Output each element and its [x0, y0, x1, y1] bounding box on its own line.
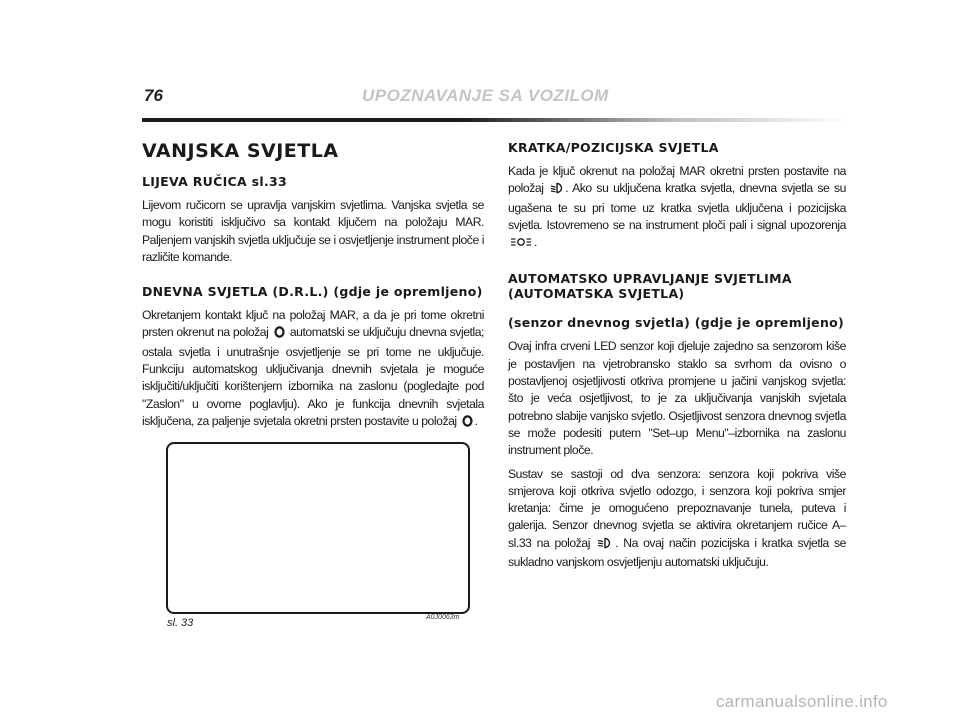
- watermark: carmanualsonline.info: [716, 692, 888, 711]
- figure-image-frame: [166, 442, 470, 614]
- auto-lights-icon: [597, 537, 613, 554]
- off-position-icon: [274, 326, 285, 343]
- drl-text-a: Okretanjem kontakt ključ na položaj MAR, a da je pri tome okretni prsten okrenut na položaj: [142, 308, 484, 340]
- low-beam-text-b: . Ako su uključena kratka svjetla, dnevna svjetla se su ugašena te su pri tome uz kratka svjetla uključena i pozicijska svjetla. Istovremeno se na instrument ploči pali i signal upozorenja: [508, 181, 847, 232]
- low-beam-heading: KRATKA/POZICIJSKA SVJETLA: [508, 140, 719, 155]
- figure-caption: sl. 33: [167, 617, 194, 629]
- drl-paragraph: [142, 307, 484, 432]
- drl-heading: DNEVNA SVJETLA (D.R.L.) (gdje je opremljeno): [142, 284, 483, 300]
- low-beam-text-a: Kada je ključ okrenut na položaj MAR okretni prsten postavite na položaj: [508, 164, 846, 196]
- section-heading: VANJSKA SVJETLA: [142, 140, 339, 162]
- drl-text-b: automatski se uključuju dnevna svjetla; ostala svjetla i unutrašnje osvjetljenje se pri tome ne uključuje. Funkciju automatskog uključivanja dnevnih svjetala je moguće isključiti/uključiti korištenjem izbornika na zaslonu (pogledajte pod "Zaslon" u ovome poglavlju). Ako je funkcija dnevnih svjetala isključena, za paljenje svjetala okretni prsten postavite u položaj: [142, 325, 484, 428]
- header-rule: [142, 118, 848, 122]
- right-column: [508, 140, 846, 571]
- running-header: UPOZNAVANJE SA VOZILOM: [362, 86, 609, 105]
- position-lights-warning-icon: [510, 236, 532, 253]
- page-number: 76: [144, 86, 163, 105]
- sensor-paragraph-1: Ovaj infra crveni LED senzor koji djeluje zajedno sa senzorom kiše je postavljen na vjetrobransko staklo sa svrhom da ovisno o postavljenoj osjetljivosti otkriva promjene u jačini vanjskog svjetla: što je veća osjetljivost, to je za uključivanja vanjskih svjetala potrebno slabije vanjsko svjetlo. Osjetljivost senzora dnevnog svjetla se može podesiti putem "Set–up Menu"–izbornika na zaslonu instrument ploče.: [508, 339, 846, 458]
- off-position-icon: [462, 415, 473, 432]
- left-column: [142, 140, 484, 432]
- low-beam-paragraph: [508, 163, 846, 253]
- figure-code: A0J0063m: [426, 614, 460, 621]
- sensor-text-b: . Na ovaj način pozicijska i kratka svjetla se sukladno vanjskom osvjetljenju automatski uključuju.: [508, 535, 846, 570]
- sensor-text-a: Sustav se sastoji od dva senzora: senzora koji pokriva više smjerova koji otkriva svjetlo odozgo, i senzora koji pokriva smjer kretanja: čime je omogućeno prepoznavanje tunela, puteva i galerija. Senzor dnevnog svjetla se aktivira okretanjem ručice A–sl.33 na položaj: [508, 466, 846, 550]
- sensor-paragraph-2: [508, 466, 846, 572]
- low-beam-icon: [550, 182, 563, 199]
- drl-text-c: .: [474, 413, 478, 428]
- auto-lights-heading: AUTOMATSKO UPRAVLJANJE SVJETLIMA (AUTOMATSKA SVJETLA): [508, 271, 792, 302]
- low-beam-text-c: .: [534, 235, 537, 250]
- intro-paragraph: Lijevom ručicom se upravlja vanjskim svjetlima. Vanjska svjetla se mogu koristiti isključivo sa kontakt ključem na položaju MAR. Paljenjem vanjskih svjetla uključuje se i osvjetljenje instrument ploče i različite komande.: [142, 198, 484, 264]
- sensor-heading: (senzor dnevnog svjetla) (gdje je opremljeno): [508, 315, 845, 331]
- subheading-left-stalk: LIJEVA RUČICA sl.33: [142, 174, 288, 189]
